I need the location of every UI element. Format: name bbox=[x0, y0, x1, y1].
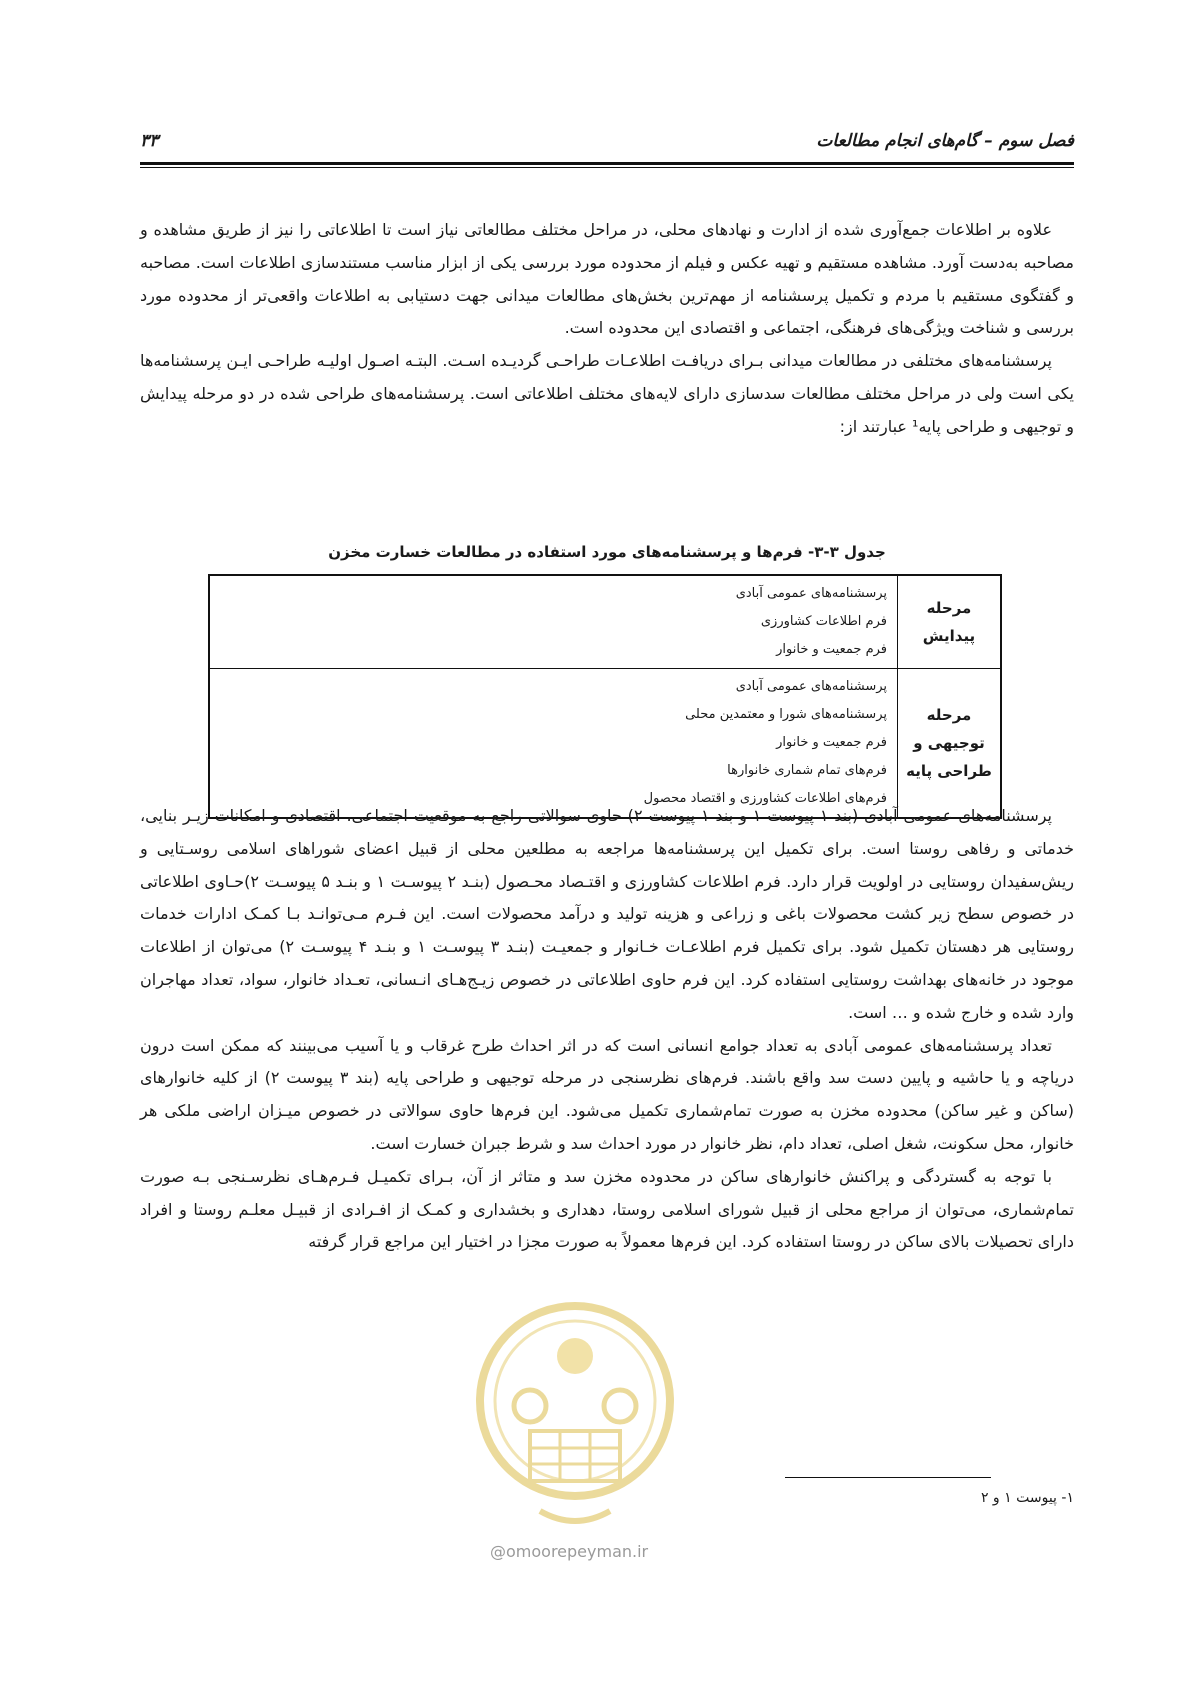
stage-cell bbox=[898, 669, 1002, 819]
intro-text bbox=[140, 214, 1074, 444]
page-header bbox=[140, 124, 1074, 158]
header-rule-thin bbox=[140, 167, 1074, 168]
main-text bbox=[140, 800, 1074, 1259]
paragraph: علاوه بر اطلاعات جمع‌آوری شده از ادارت و نهادهای محلی، در مراحل مختلف مطالعاتی نیاز است تا اطلاعاتی را نیز از طریق مشاهده و مصاحبه به‌دست آورد. مشاهده مستقیم و تهیه عکس و فیلم از محدوده مورد بررسی یکی از ابزار مناسب مستندسازی اطلاعات است. مصاحبه و گفتگوی مستقیم با مردم و تکمیل پرسشنامه از مهم‌ترین بخش‌های مطالعات میدانی جهت دستیابی به اطلاعات واقعی‌تر از محدوده مورد بررسی و شناخت ویژگی‌های فرهنگی، اجتماعی و اقتصادی این محدوده است. bbox=[139, 220, 1074, 338]
footnote: ۱- پیوست ۱ و ۲ bbox=[980, 1490, 1074, 1506]
paragraph: تعداد پرسشنامه‌های عمومی آبادی به تعداد جوامع انسانی است که در اثر احداث طرح غرقاب و یا آسیب می‌بینند که ممکن است درون دریاچه و یا حاشیه و پایین دست سد واقع باشند. فرم‌های نظرسنجی در مرحله توجیهی و طراحی پایه (بند ۳ پیوست ۲) از کلیه خانوارهای (ساکن و غیر ساکن) محدوده مخزن به صورت تمام‌شماری تکمیل می‌شود. این فرم‌ها حاوی سوالاتی در خصوص میـزان اراضی ملکی هر خانوار، محل سکونت، شغل اصلی، تعداد دام، نظر خانوار در مورد احداث سد و شرط جبران خسارت است. bbox=[140, 1035, 1075, 1153]
paragraph: با توجه به گستردگی و پراکنش خانوارهای ساکن در محدوده مخزن سد و متاثر از آن، بـرای تکمیـل فـرم‌هـای نظرسـنجی بـه صورت تمام‌شماری، می‌توان از مراجع محلی از قبیل شورای اسلامی روستا، دهداری و بخشداری و کمـک از افـرادی از قبیـل معلـم روستا و افراد دارای تحصیلات بالای ساکن در روستا استفاده کرد. این فرم‌ها معمولاً به صورت مجزا در اختیار این مراجع قرار گرفته bbox=[140, 1166, 1074, 1252]
stage-cell bbox=[898, 575, 1002, 669]
form-item: فرم‌های تمام شماری خانوارها bbox=[727, 763, 887, 778]
form-item: فرم جمعیت و خانوار bbox=[776, 735, 887, 750]
form-item: پرسشنامه‌های شورا و معتمدین محلی bbox=[685, 707, 887, 722]
watermark-url: @omoorepeyman.ir bbox=[490, 1542, 649, 1561]
stage-label: مرحله bbox=[926, 706, 972, 724]
form-item: پرسشنامه‌های عمومی آبادی bbox=[735, 679, 887, 694]
paragraph: پرسشنامه‌های مختلفی در مطالعات میدانی بـرای دریافـت اطلاعـات طراحـی گردیـده اسـت. البتـه اصـول اولیـه طراحـی ایـن پرسشنامه‌ها یکی است ولی در مراحل مختلف مطالعات سدسازی دارای لایه‌های مختلف اطلاعاتی است. پرسشنامه‌های طراحی شده در دو مرحله پیدایش و توجیهی و طراحی پایه¹ عبارتند از: bbox=[140, 351, 1074, 436]
stage-label: طراحی پایه bbox=[906, 762, 992, 780]
footnote-divider bbox=[785, 1477, 991, 1478]
form-item: پرسشنامه‌های عمومی آبادی bbox=[735, 586, 887, 601]
form-item: فرم اطلاعات کشاورزی bbox=[760, 614, 887, 629]
table-caption: جدول ۳-۳- فرم‌ها و پرسشنامه‌های مورد استفاده در مطالعات خسارت مخزن bbox=[328, 543, 886, 561]
chapter-title: فصل سوم – گام‌های انجام مطالعات bbox=[816, 131, 1074, 151]
table-row bbox=[209, 575, 1001, 669]
header-rule-thick bbox=[140, 162, 1074, 165]
items-cell bbox=[209, 575, 898, 669]
items-cell bbox=[209, 669, 898, 819]
forms-table bbox=[208, 574, 1002, 819]
watermark-seal-icon bbox=[470, 1296, 680, 1536]
form-item: فرم جمعیت و خانوار bbox=[776, 642, 887, 657]
stage-label: مرحله bbox=[926, 599, 972, 617]
stage-label: توجیهی و bbox=[913, 734, 985, 752]
stage-label: پیدایش bbox=[922, 627, 976, 645]
table-row bbox=[209, 669, 1001, 819]
page-number: ۳۳ bbox=[140, 131, 159, 151]
paragraph: پرسشنامه‌های عمومی آبادی (بند ۱ پیوست ۱ و بند ۱ پیوست ۲) حاوی سوالاتی راجع به موقعیت اجتماعی، اقتصادی و امکانات زیـر بنایی، خدماتی و رفاهی روستا است. برای تکمیل این پرسشنامه‌ها مراجعه به مطلعین محلی از قبیل اعضای شوراهای اسلامی روسـتایی و ریش‌سفیدان روستایی در اولویت قرار دارد. فرم اطلاعات کشاورزی و اقتـصاد محـصول (بنـد ۲ پیوسـت ۱ و بنـد ۵ پیوسـت ۲)حـاوی اطلاعاتی در خصوص سطح زیر کشت محصولات باغی و زراعی و هزینه تولید و درآمد محصولات است. این فـرم مـی‌توانـد بـا کمـک ادارات خدمات روستایی هر دهستان تکمیل شود. برای تکمیل فرم اطلاعـات خـانوار و جمعیـت (بنـد ۳ پیوسـت ۱ و بنـد ۴ پیوسـت ۲) می‌توان از اطلاعات موجود در خانه‌های بهداشت روستایی استفاده کرد. این فرم حاوی اطلاعاتی در خصوص زیـج‌هـای انـسانی، تعـداد خانوار، سواد، تعداد مهاجران وارد شده و خارج شده و … است. bbox=[140, 806, 1075, 1022]
form-item: فرم‌های اطلاعات کشاورزی و اقتصاد محصول bbox=[643, 791, 887, 806]
